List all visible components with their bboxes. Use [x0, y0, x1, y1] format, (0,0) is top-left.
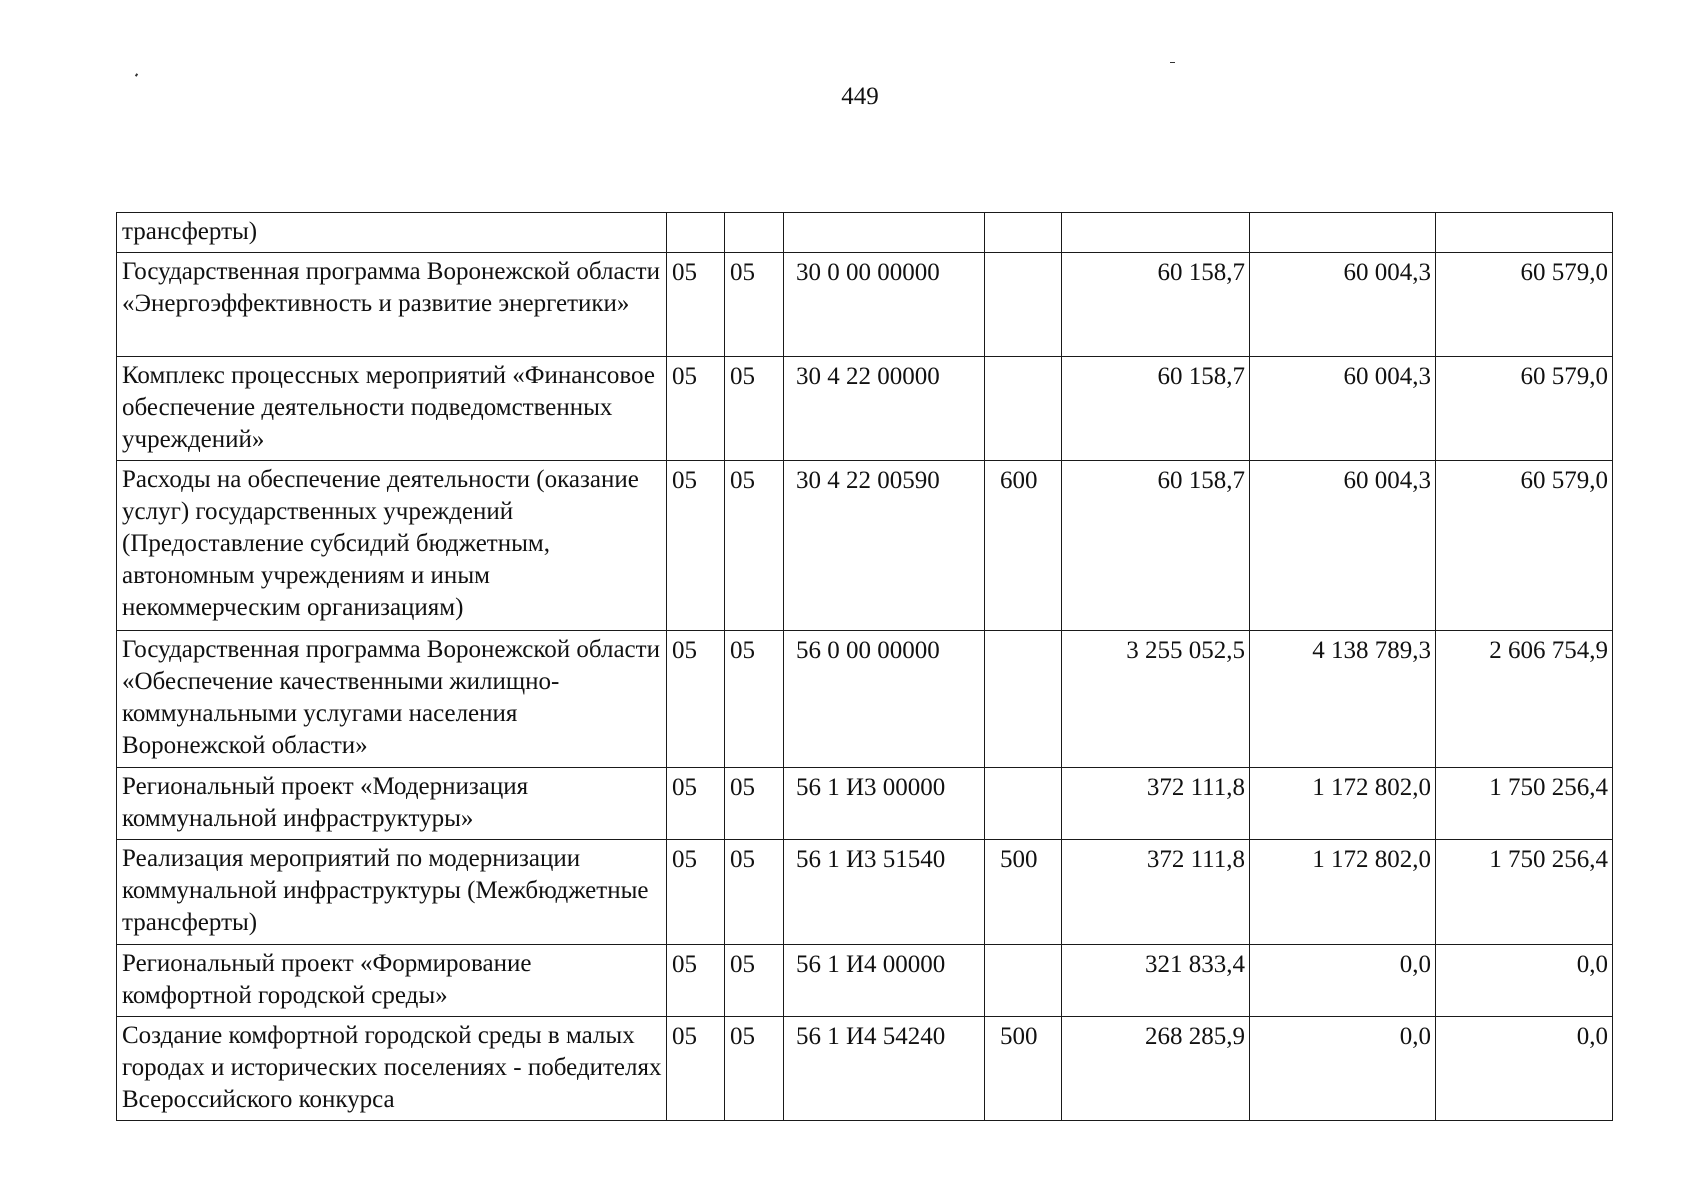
amount-year-3: 1 750 256,4: [1436, 768, 1613, 840]
target-article-code: [784, 213, 985, 253]
expense-type-code: [985, 253, 1062, 357]
expense-type-code: 500: [985, 840, 1062, 945]
row-name: Расходы на обеспечение деятельности (оказание услуг) государственных учреждений (Предоставление субсидий бюджетным, автономным учреждениям и иным некоммерческим организациям): [117, 461, 667, 631]
table-row: [117, 945, 1613, 1017]
amount-year-1: 268 285,9: [1062, 1017, 1250, 1121]
scan-speck: [1170, 62, 1175, 63]
target-article-code: 30 0 00 00000: [784, 253, 985, 357]
amount-year-1: [1062, 213, 1250, 253]
amount-year-3: 1 750 256,4: [1436, 840, 1613, 945]
section-code: 05: [667, 631, 725, 768]
budget-table: [116, 212, 1613, 1121]
amount-year-1: 321 833,4: [1062, 945, 1250, 1017]
row-name: Комплекс процессных мероприятий «Финансовое обеспечение деятельности подведомственных учреждений»: [117, 357, 667, 461]
amount-year-2: 60 004,3: [1250, 357, 1436, 461]
target-article-code: 56 1 И3 00000: [784, 768, 985, 840]
target-article-code: 30 4 22 00590: [784, 461, 985, 631]
section-code: 05: [667, 1017, 725, 1121]
subsection-code: 05: [725, 253, 784, 357]
target-article-code: 56 1 И4 00000: [784, 945, 985, 1017]
subsection-code: 05: [725, 461, 784, 631]
expense-type-code: [985, 631, 1062, 768]
amount-year-2: 4 138 789,3: [1250, 631, 1436, 768]
target-article-code: 56 1 И4 54240: [784, 1017, 985, 1121]
table-row: [117, 840, 1613, 945]
amount-year-2: 1 172 802,0: [1250, 840, 1436, 945]
amount-year-1: 60 158,7: [1062, 253, 1250, 357]
subsection-code: 05: [725, 840, 784, 945]
row-name: Региональный проект «Модернизация коммунальной инфраструктуры»: [117, 768, 667, 840]
amount-year-3: 0,0: [1436, 1017, 1613, 1121]
subsection-code: 05: [725, 631, 784, 768]
section-code: [667, 213, 725, 253]
section-code: 05: [667, 945, 725, 1017]
amount-year-3: 60 579,0: [1436, 357, 1613, 461]
amount-year-1: 372 111,8: [1062, 840, 1250, 945]
expense-type-code: [985, 213, 1062, 253]
amount-year-1: 3 255 052,5: [1062, 631, 1250, 768]
table-row: [117, 461, 1613, 631]
subsection-code: 05: [725, 945, 784, 1017]
table-body: [117, 213, 1613, 1121]
table-row: [117, 357, 1613, 461]
section-code: 05: [667, 357, 725, 461]
section-code: 05: [667, 768, 725, 840]
expense-type-code: 600: [985, 461, 1062, 631]
row-name: Создание комфортной городской среды в малых городах и исторических поселениях - победителях Всероссийского конкурса: [117, 1017, 667, 1121]
row-name: Государственная программа Воронежской области «Энергоэффективность и развитие энергетики»: [117, 253, 667, 357]
table-row: [117, 631, 1613, 768]
table-row: [117, 213, 1613, 253]
amount-year-2: [1250, 213, 1436, 253]
amount-year-2: 1 172 802,0: [1250, 768, 1436, 840]
amount-year-3: 0,0: [1436, 945, 1613, 1017]
section-code: 05: [667, 253, 725, 357]
subsection-code: 05: [725, 357, 784, 461]
row-name: Региональный проект «Формирование комфортной городской среды»: [117, 945, 667, 1017]
scan-speck: [135, 73, 138, 77]
table-row: [117, 1017, 1613, 1121]
amount-year-1: 60 158,7: [1062, 357, 1250, 461]
row-name: трансферты): [117, 213, 667, 253]
amount-year-1: 372 111,8: [1062, 768, 1250, 840]
row-name: Реализация мероприятий по модернизации коммунальной инфраструктуры (Межбюджетные трансферты): [117, 840, 667, 945]
expense-type-code: [985, 945, 1062, 1017]
amount-year-2: 0,0: [1250, 945, 1436, 1017]
row-name: Государственная программа Воронежской области «Обеспечение качественными жилищно-коммунальными услугами населения Воронежской области»: [117, 631, 667, 768]
amount-year-3: 2 606 754,9: [1436, 631, 1613, 768]
amount-year-2: 0,0: [1250, 1017, 1436, 1121]
section-code: 05: [667, 461, 725, 631]
subsection-code: 05: [725, 768, 784, 840]
table-row: [117, 768, 1613, 840]
amount-year-3: 60 579,0: [1436, 253, 1613, 357]
target-article-code: 30 4 22 00000: [784, 357, 985, 461]
target-article-code: 56 1 И3 51540: [784, 840, 985, 945]
subsection-code: [725, 213, 784, 253]
target-article-code: 56 0 00 00000: [784, 631, 985, 768]
amount-year-3: [1436, 213, 1613, 253]
expense-type-code: [985, 357, 1062, 461]
amount-year-2: 60 004,3: [1250, 461, 1436, 631]
amount-year-2: 60 004,3: [1250, 253, 1436, 357]
table-row: [117, 253, 1613, 357]
section-code: 05: [667, 840, 725, 945]
amount-year-1: 60 158,7: [1062, 461, 1250, 631]
page-number: 449: [841, 83, 879, 110]
expense-type-code: [985, 768, 1062, 840]
expense-type-code: 500: [985, 1017, 1062, 1121]
subsection-code: 05: [725, 1017, 784, 1121]
amount-year-3: 60 579,0: [1436, 461, 1613, 631]
